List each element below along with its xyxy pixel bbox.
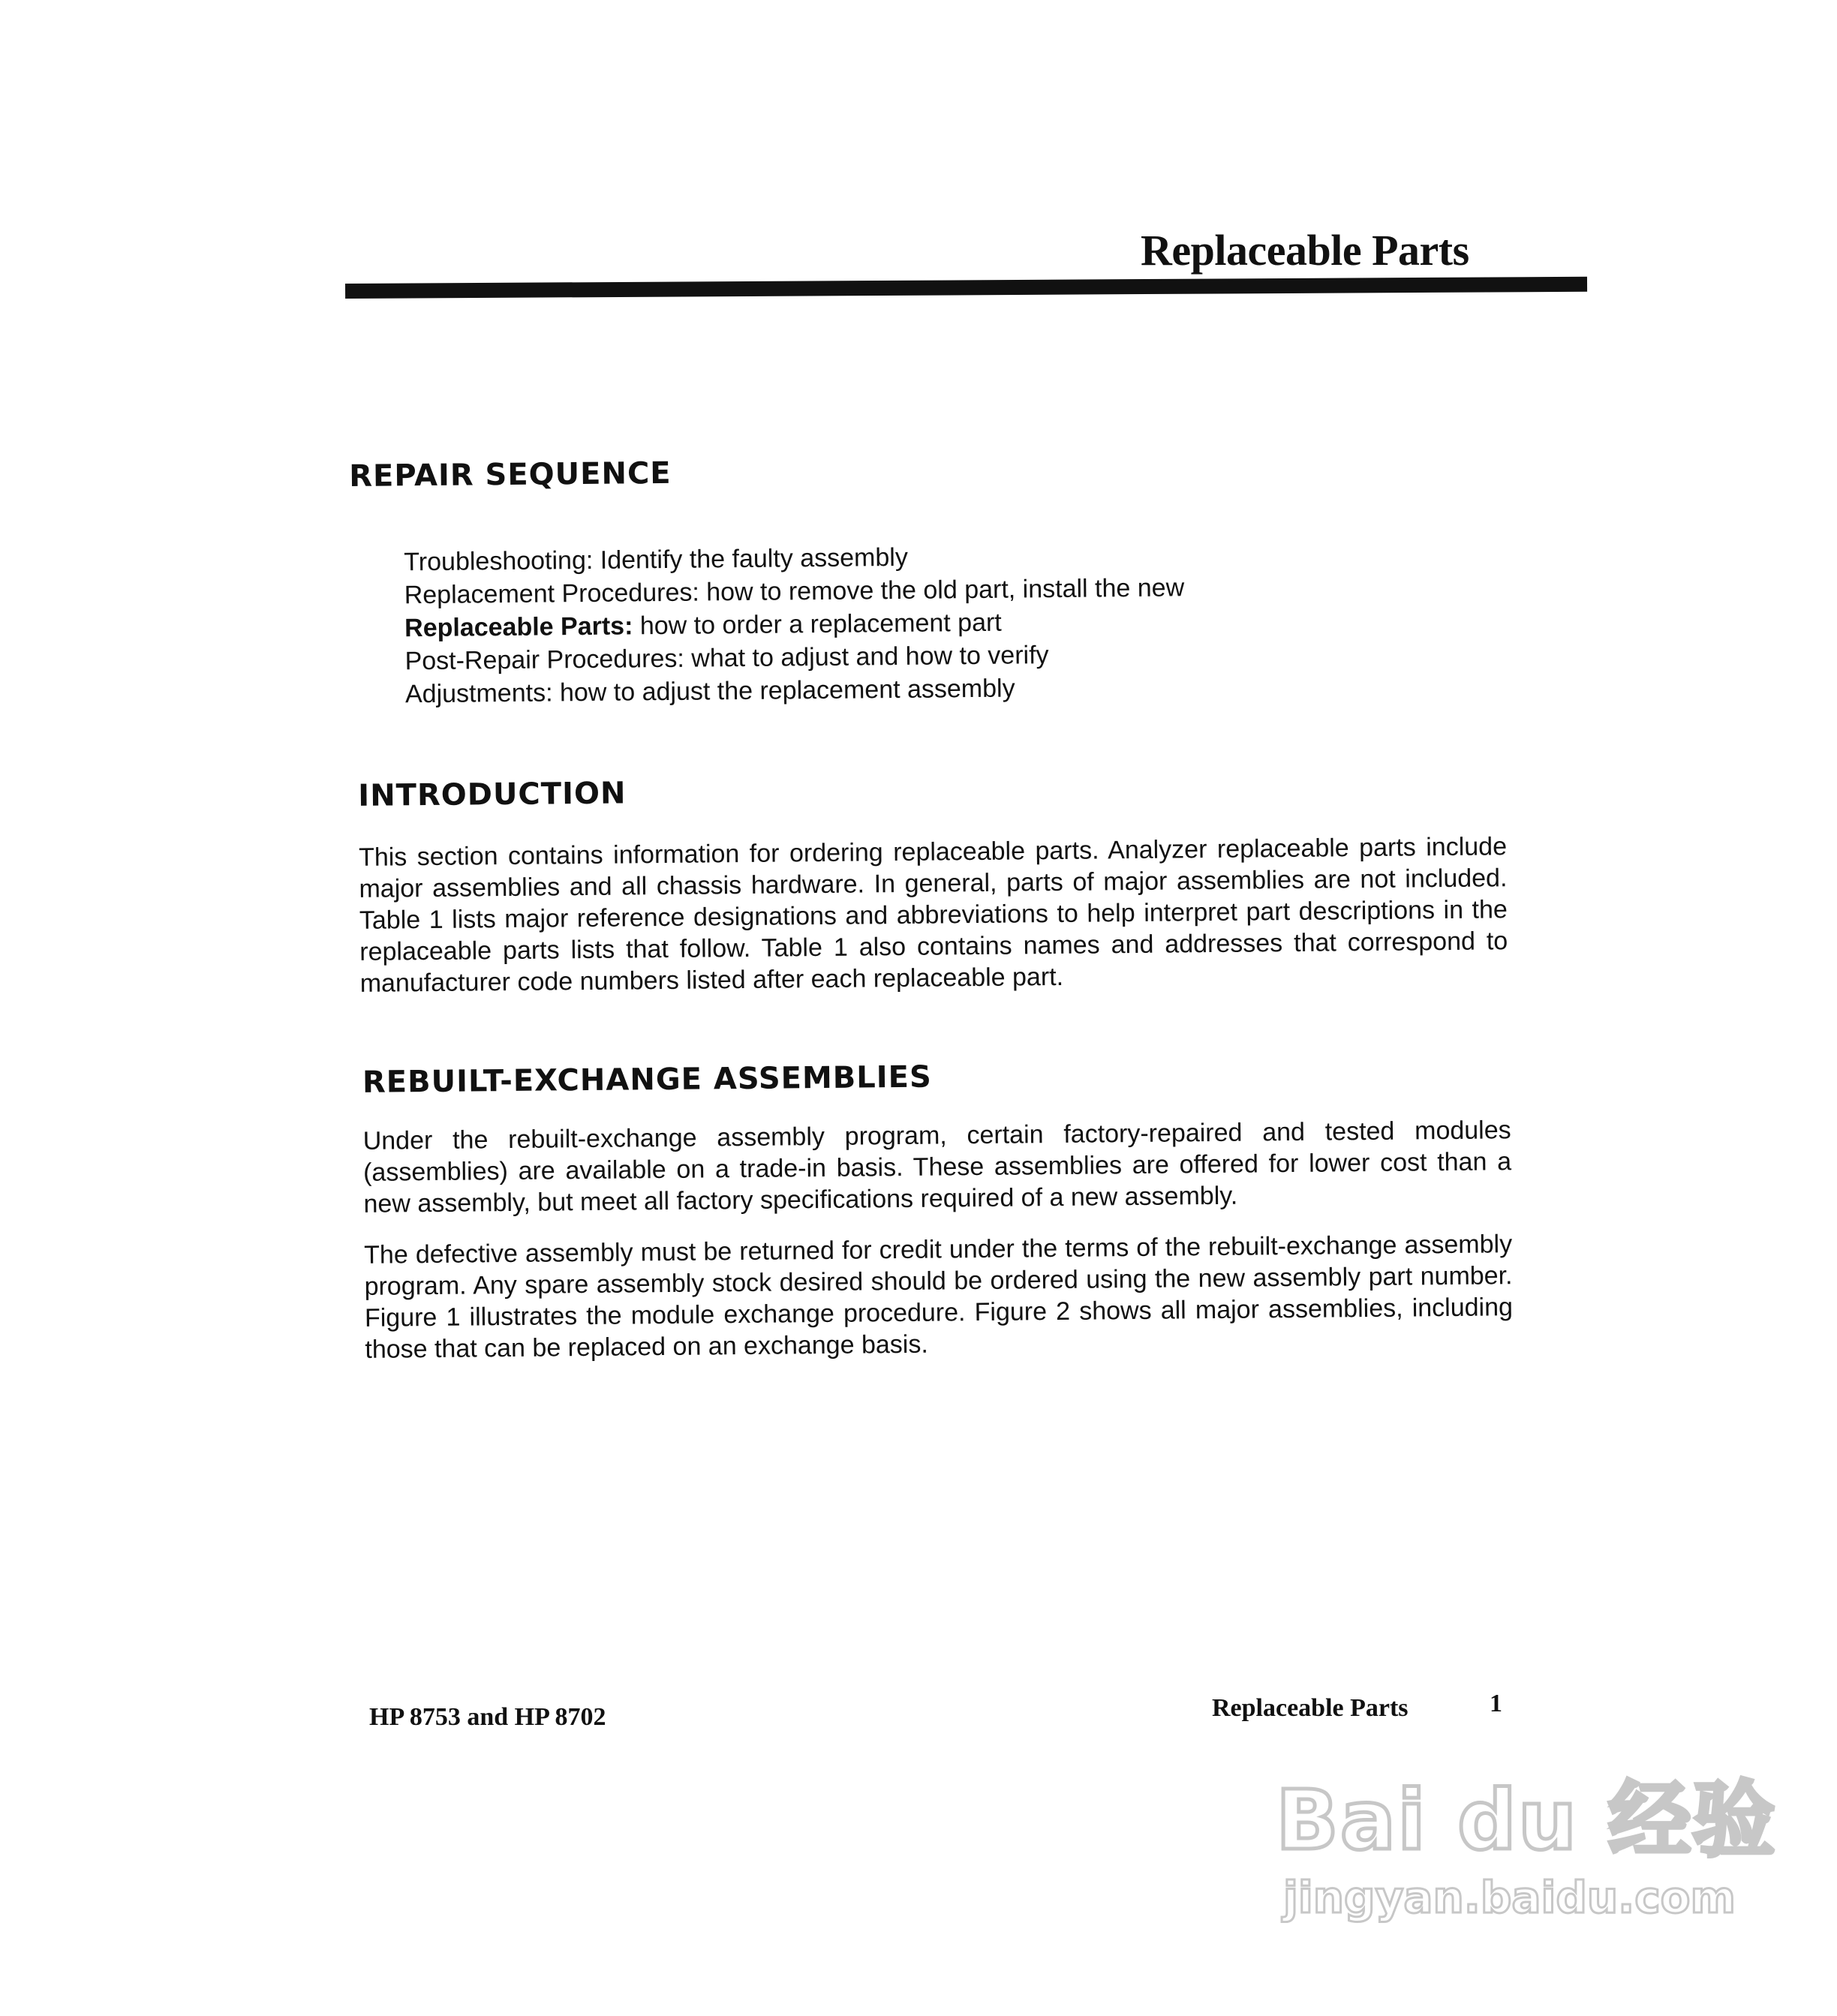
sequence-description: how to remove the old part, install the new (699, 573, 1185, 607)
sequence-term-current: Replaceable Parts: (404, 611, 633, 643)
baidu-jingyan-watermark (1276, 1741, 1777, 1951)
sequence-description: what to adjust and how to verify (684, 641, 1049, 673)
sequence-term: Adjustments: (404, 678, 553, 709)
sequence-term: Troubleshooting: (404, 545, 594, 577)
rebuilt-exchange-heading: REBUILT-EXCHANGE ASSEMBLIES (362, 1059, 933, 1100)
sequence-term: Replacement Procedures: (404, 578, 700, 610)
list-item (405, 670, 1186, 711)
sequence-description: Identify the faulty assembly (593, 542, 909, 575)
sequence-description: how to order a replacement part (633, 608, 1002, 641)
watermark-logo: Bai du 经验 (1276, 1772, 1777, 1868)
page-number: 1 (1490, 1690, 1502, 1717)
repair-sequence-heading: REPAIR SEQUENCE (349, 455, 672, 494)
title-rule (345, 277, 1587, 299)
rebuilt-exchange-paragraph-2: The defective assembly must be returned for credit under the terms of the rebuilt-exchange assembly program. Any spare assembly stock desired should be ordered using the new assembly part number. Figure 1 illustrates the module exchange procedure. Figure 2 shows all major assemblies, including those that can be replaced on an exchange basis. (364, 1230, 1514, 1364)
footer-section-title: Replaceable Parts (1212, 1694, 1409, 1722)
rebuilt-exchange-paragraph-1: Under the rebuilt-exchange assembly program, certain factory-repaired and tested modules (assemblies) are available on a trade-in basis. These assemblies are offered for lower cost than a new assembly, but meet all factory specifications required of a new assembly. (362, 1116, 1512, 1218)
sequence-term: Post-Repair Procedures: (404, 644, 685, 676)
footer-product: HP 8753 and HP 8702 (369, 1703, 606, 1731)
page-title: Replaceable Parts (1141, 226, 1469, 275)
repair-sequence-list (404, 538, 1186, 711)
main-content (349, 448, 1514, 1364)
introduction-heading: INTRODUCTION (358, 776, 627, 813)
watermark-url: jingyan.baidu.com (1283, 1872, 1736, 1923)
sequence-description: how to adjust the replacement assembly (552, 674, 1015, 708)
introduction-paragraph: This section contains information for ordering replaceable parts. Analyzer replaceable parts include major assemblies and all chassis hardware. In general, parts of major assemblies are not included. Table 1 lists major reference designations and abbreviations to help interpret part descriptions in the replaceable parts lists that follow. Table 1 also contains names and addresses that correspond to manufacturer code numbers listed after each replaceable part. (358, 832, 1508, 998)
